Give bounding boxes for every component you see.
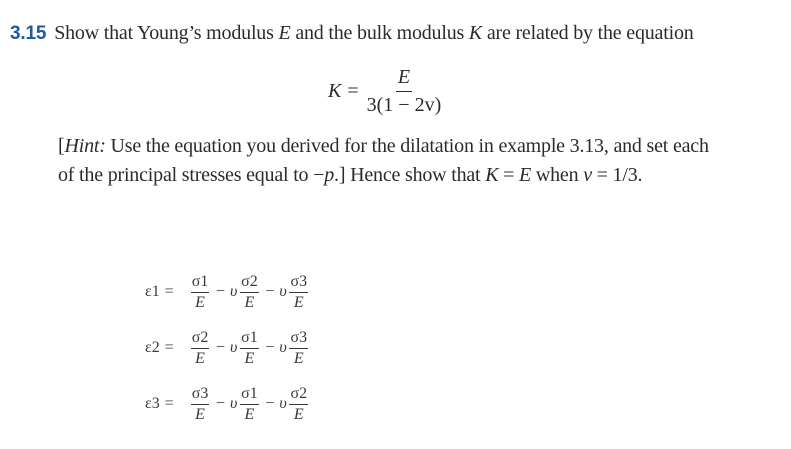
strain-term-2 <box>238 273 260 312</box>
strain-denominator: E <box>293 293 304 311</box>
hint-symbol-p: p <box>324 164 335 186</box>
strain-term-3 <box>288 273 310 312</box>
strain-minus: − <box>265 283 275 300</box>
strain-lhs: ε2 <box>145 339 160 356</box>
strain-equals: = <box>164 339 174 356</box>
strain-equals: = <box>164 395 174 412</box>
poisson-coefficient: υ <box>279 283 287 300</box>
equation-fraction <box>365 66 444 117</box>
hint-line-1 <box>58 132 776 161</box>
strain-minus: − <box>216 283 226 300</box>
hint-text-1: Use the equation you derived for the dilatation in example 3.13, and set each <box>105 135 709 157</box>
strain-term-2 <box>238 329 260 368</box>
strain-equals: = <box>164 283 174 300</box>
problem-statement <box>10 22 694 45</box>
strain-denominator: E <box>195 349 205 367</box>
strain-equation-2 <box>145 320 310 376</box>
hint-open-bracket: [ <box>58 135 65 157</box>
strain-term-1 <box>189 385 211 424</box>
strain-denominator: E <box>244 349 255 367</box>
statement-text-3: are related by the equation <box>482 22 694 44</box>
hint-symbol-K: K <box>485 164 499 186</box>
bulk-modulus-equation <box>328 66 443 117</box>
hint-text-2a: of the principal stresses equal to − <box>58 164 325 186</box>
hint-text-2b: .] Hence show that <box>334 164 486 186</box>
strain-denominator: E <box>195 405 205 423</box>
statement-text-1: Show that Young’s modulus <box>54 22 279 44</box>
strain-numerator: σ3 <box>289 329 308 349</box>
strain-term-3 <box>288 329 310 368</box>
strain-term-1 <box>189 273 211 312</box>
statement-text-2: and the bulk modulus <box>290 22 469 44</box>
strain-numerator: σ2 <box>191 329 210 349</box>
strain-lhs: ε3 <box>145 395 160 412</box>
hint-symbol-E: E <box>519 164 532 186</box>
strain-numerator: σ2 <box>289 385 308 405</box>
strain-numerator: σ2 <box>240 273 259 293</box>
hint-line-2 <box>58 161 776 190</box>
strain-denominator: E <box>195 293 205 311</box>
strain-denominator: E <box>293 349 304 367</box>
statement-symbol-K: K <box>468 22 483 44</box>
strain-denominator: E <box>293 405 304 423</box>
poisson-coefficient: υ <box>230 283 238 300</box>
strain-lhs: ε1 <box>145 283 160 300</box>
hint-text-2c: when <box>531 164 584 186</box>
equation-equals: = <box>347 80 359 102</box>
strain-numerator: σ3 <box>289 273 308 293</box>
equation-lhs: K <box>328 80 342 102</box>
strain-term-2 <box>238 385 260 424</box>
strain-denominator: E <box>244 405 255 423</box>
strain-denominator: E <box>244 293 255 311</box>
strain-minus: − <box>265 395 275 412</box>
poisson-coefficient: υ <box>279 339 287 356</box>
strain-term-3 <box>288 385 310 424</box>
equation-numerator: E <box>396 66 412 92</box>
hint-text-2d: = 1/3. <box>591 164 643 186</box>
hint-label: Hint: <box>64 135 106 157</box>
hint-symbol-v: v <box>583 164 592 186</box>
statement-symbol-E: E <box>278 22 291 44</box>
poisson-coefficient: υ <box>230 339 238 356</box>
strain-numerator: σ3 <box>191 385 210 405</box>
strain-numerator: σ1 <box>240 385 259 405</box>
hint-paragraph <box>58 132 776 190</box>
strain-numerator: σ1 <box>191 273 210 293</box>
hint-equals-1: = <box>498 164 520 186</box>
strain-minus: − <box>216 395 226 412</box>
poisson-coefficient: υ <box>230 395 238 412</box>
strain-equations <box>145 264 310 432</box>
strain-minus: − <box>216 339 226 356</box>
problem-number: 3.15 <box>10 23 47 44</box>
poisson-coefficient: υ <box>279 395 287 412</box>
strain-equation-3 <box>145 376 310 432</box>
equation-denominator: 3(1 − 2v) <box>366 94 442 116</box>
strain-minus: − <box>265 339 275 356</box>
strain-numerator: σ1 <box>240 329 259 349</box>
strain-term-1 <box>189 329 211 368</box>
strain-equation-1 <box>145 264 310 320</box>
